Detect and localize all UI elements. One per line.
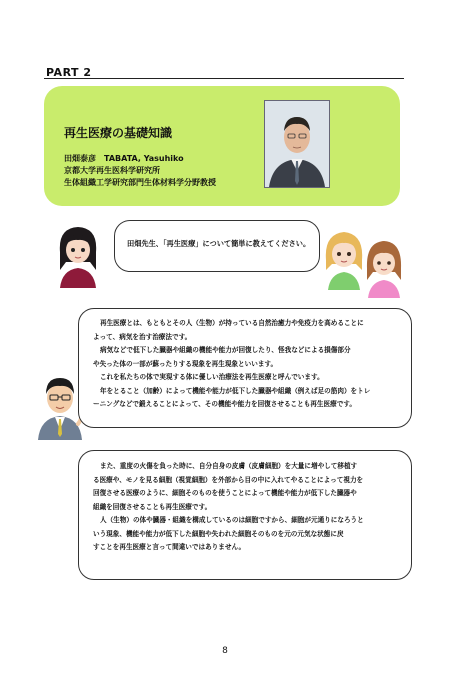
girl-avatar-blonde (322, 226, 366, 294)
answer1-p1-line2: よって、病気を治す治療法です。 (93, 332, 192, 341)
affiliation-line-2: 生体組織工学研究部門生体材料学分野教授 (64, 178, 216, 187)
affiliation-line-1: 京都大学再生医科学研究所 (64, 166, 160, 175)
author-name: 田畑泰彦 TABATA, Yasuhiko (64, 154, 184, 163)
answer1-p2-line2: や失った体の一部が蘇ったりする現象を再生現象といいます。 (93, 359, 278, 368)
answer2-paragraph (93, 460, 401, 555)
answer1-p4-line2: ーニングなどで鍛えることによって、その機能や能力を回復させることも再生医療です。 (93, 400, 356, 408)
question-bubble (114, 220, 320, 272)
answer2-p2-line2: いう現象、機能や能力が低下した細胞や失われた細胞そのものを元の元気な状態に戻 (93, 529, 344, 538)
page-number: 8 (222, 646, 228, 656)
answer2-p1-line2: る医療や、モノを見る細胞（視覚細胞）を外部から目の中に入れてやることによって視力を (93, 475, 364, 484)
answer1-paragraph (93, 317, 401, 412)
girl-avatar-brown (364, 236, 404, 302)
answer2-p1-line4: 組織を回復させることも再生医療です。 (93, 502, 212, 511)
girl-avatar-left (54, 222, 102, 292)
answer-bubble-1 (78, 308, 412, 428)
answer2-p1-line1: また、重度の火傷を負った時に、自分自身の皮膚（皮膚細胞）を大量に増やして移植す (100, 462, 358, 470)
question-text: 田畑先生、「再生医療」について簡単に教えてください。 (127, 239, 311, 248)
header-rule (44, 78, 404, 79)
section-title: 再生医療の基礎知識 (64, 126, 173, 140)
answer1-p2-line1: 病気などで低下した臓器や組織の機能や能力が回復したり、怪我などによる損傷部分 (100, 346, 351, 354)
profile-card (44, 86, 400, 206)
answer2-p1-line3: 回復させる医療のように、細胞そのものを使うことによって機能や能力が低下した臓器や (93, 489, 357, 497)
answer2-p2-line3: すことを再生医療と言って間違いではありません。 (93, 543, 246, 551)
part-label: PART 2 (46, 66, 92, 79)
answer2-p2-line1: 人（生物）の体や臓器・組織を構成しているのは細胞ですから、細胞が元通りになろうと (100, 516, 364, 524)
author-photo (264, 100, 330, 188)
answer-bubble-2 (78, 450, 412, 580)
answer1-p4-line1: 年をとること（加齢）によって機能や能力が低下した臓器や組織（例えば足の筋肉）をトレ (100, 386, 371, 395)
answer1-p1-line1: 再生医療とは、もともとその人（生物）が持っている自然治癒力や免疫力を高めることに (100, 319, 364, 327)
answer1-p3-line1: これを私たちの体で実現する体に優しい治療法を再生医療と呼んでいます。 (100, 373, 324, 381)
